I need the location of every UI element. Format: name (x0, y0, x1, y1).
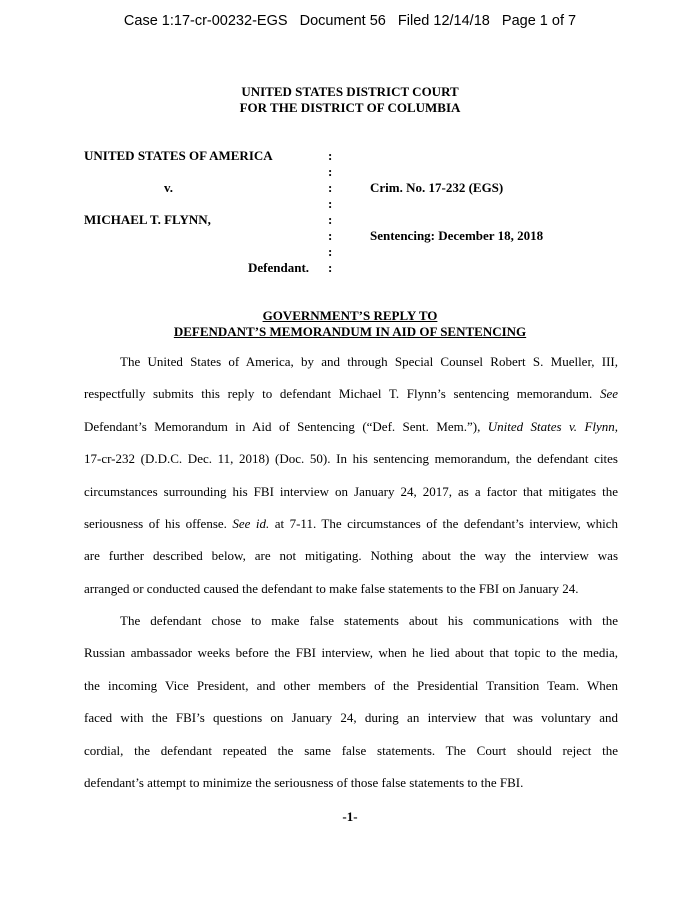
caption-colon: : (328, 244, 333, 259)
citation-signal: See id. (232, 515, 270, 531)
title-line-2: DEFENDANT’S MEMORANDUM IN AID OF SENTENCING (173, 324, 527, 339)
case-header: Case 1:17-cr-00232-EGS Document 56 Filed 12/14/18 Page 1 of 7 (123, 13, 577, 29)
caption-colon: : (328, 196, 333, 211)
paragraph-line: The defendant chose to make false statements about his communications with the (120, 613, 618, 628)
caption-colon: : (328, 260, 333, 275)
court-district: FOR THE DISTRICT OF COLUMBIA (239, 100, 461, 115)
caption-defendant-label: Defendant. (248, 260, 310, 275)
page-number: -1- (342, 809, 358, 824)
paragraph-false-statements (84, 605, 618, 799)
paragraph-line: are further described below, are not mitigating. Nothing about the way the interview was (84, 548, 618, 564)
paragraph-line: cordial, the defendant repeated the same false statements. The Court should reject the (84, 742, 618, 758)
court-heading (0, 84, 700, 116)
caption-colon: : (328, 212, 333, 227)
caption-colon: : (328, 180, 333, 195)
paragraph-line: Defendant’s Memorandum in Aid of Sentencing (“Def. Sent. Mem.”), United States v. Flynn, (84, 418, 619, 434)
paragraph-line: seriousness of his offense. See id. at 7-11. The circumstances of the defendant’s interview, which (84, 515, 619, 531)
caption-defendant-name: MICHAEL T. FLYNN, (84, 212, 211, 227)
paragraph-line: The United States of America, by and through Special Counsel Robert S. Mueller, III, (120, 354, 618, 369)
caption-plaintiff: UNITED STATES OF AMERICA (84, 148, 273, 163)
paragraph-line: arranged or conducted caused the defendant to make false statements to the FBI on January 24. (84, 580, 579, 596)
caption-colon: : (328, 148, 333, 163)
paragraph-line: circumstances surrounding his FBI interview on January 24, 2017, as a factor that mitigates the (84, 483, 618, 499)
paragraph-line: faced with the FBI’s questions on January 24, during an interview that was voluntary and (84, 710, 618, 726)
paragraph-line: 17-cr-232 (D.D.C. Dec. 11, 2018) (Doc. 50). In his sentencing memorandum, the defendant cites (84, 451, 618, 467)
case-citation: United States v. Flynn, (487, 418, 619, 434)
document-title (0, 308, 700, 340)
paragraph-intro (84, 346, 618, 605)
caption-colon: : (328, 164, 333, 179)
caption-colon: : (328, 228, 333, 243)
title-line-1: GOVERNMENT’S REPLY TO (262, 308, 438, 323)
paragraph-line: the incoming Vice President, and other members of the Presidential Transition Team. When (84, 677, 618, 693)
paragraph-line: respectfully submits this reply to defendant Michael T. Flynn’s sentencing memorandum. See (84, 386, 618, 402)
caption-versus: v. (164, 180, 174, 195)
caption-sentencing-date: Sentencing: December 18, 2018 (370, 228, 544, 243)
paragraph-line: defendant’s attempt to minimize the seriousness of those false statements to the FBI. (84, 774, 524, 790)
court-name: UNITED STATES DISTRICT COURT (241, 84, 459, 99)
paragraph-line: Russian ambassador weeks before the FBI interview, when he lied about that topic to the media, (84, 645, 618, 661)
citation-signal: See (599, 386, 618, 402)
caption-case-number: Crim. No. 17-232 (EGS) (370, 180, 504, 195)
